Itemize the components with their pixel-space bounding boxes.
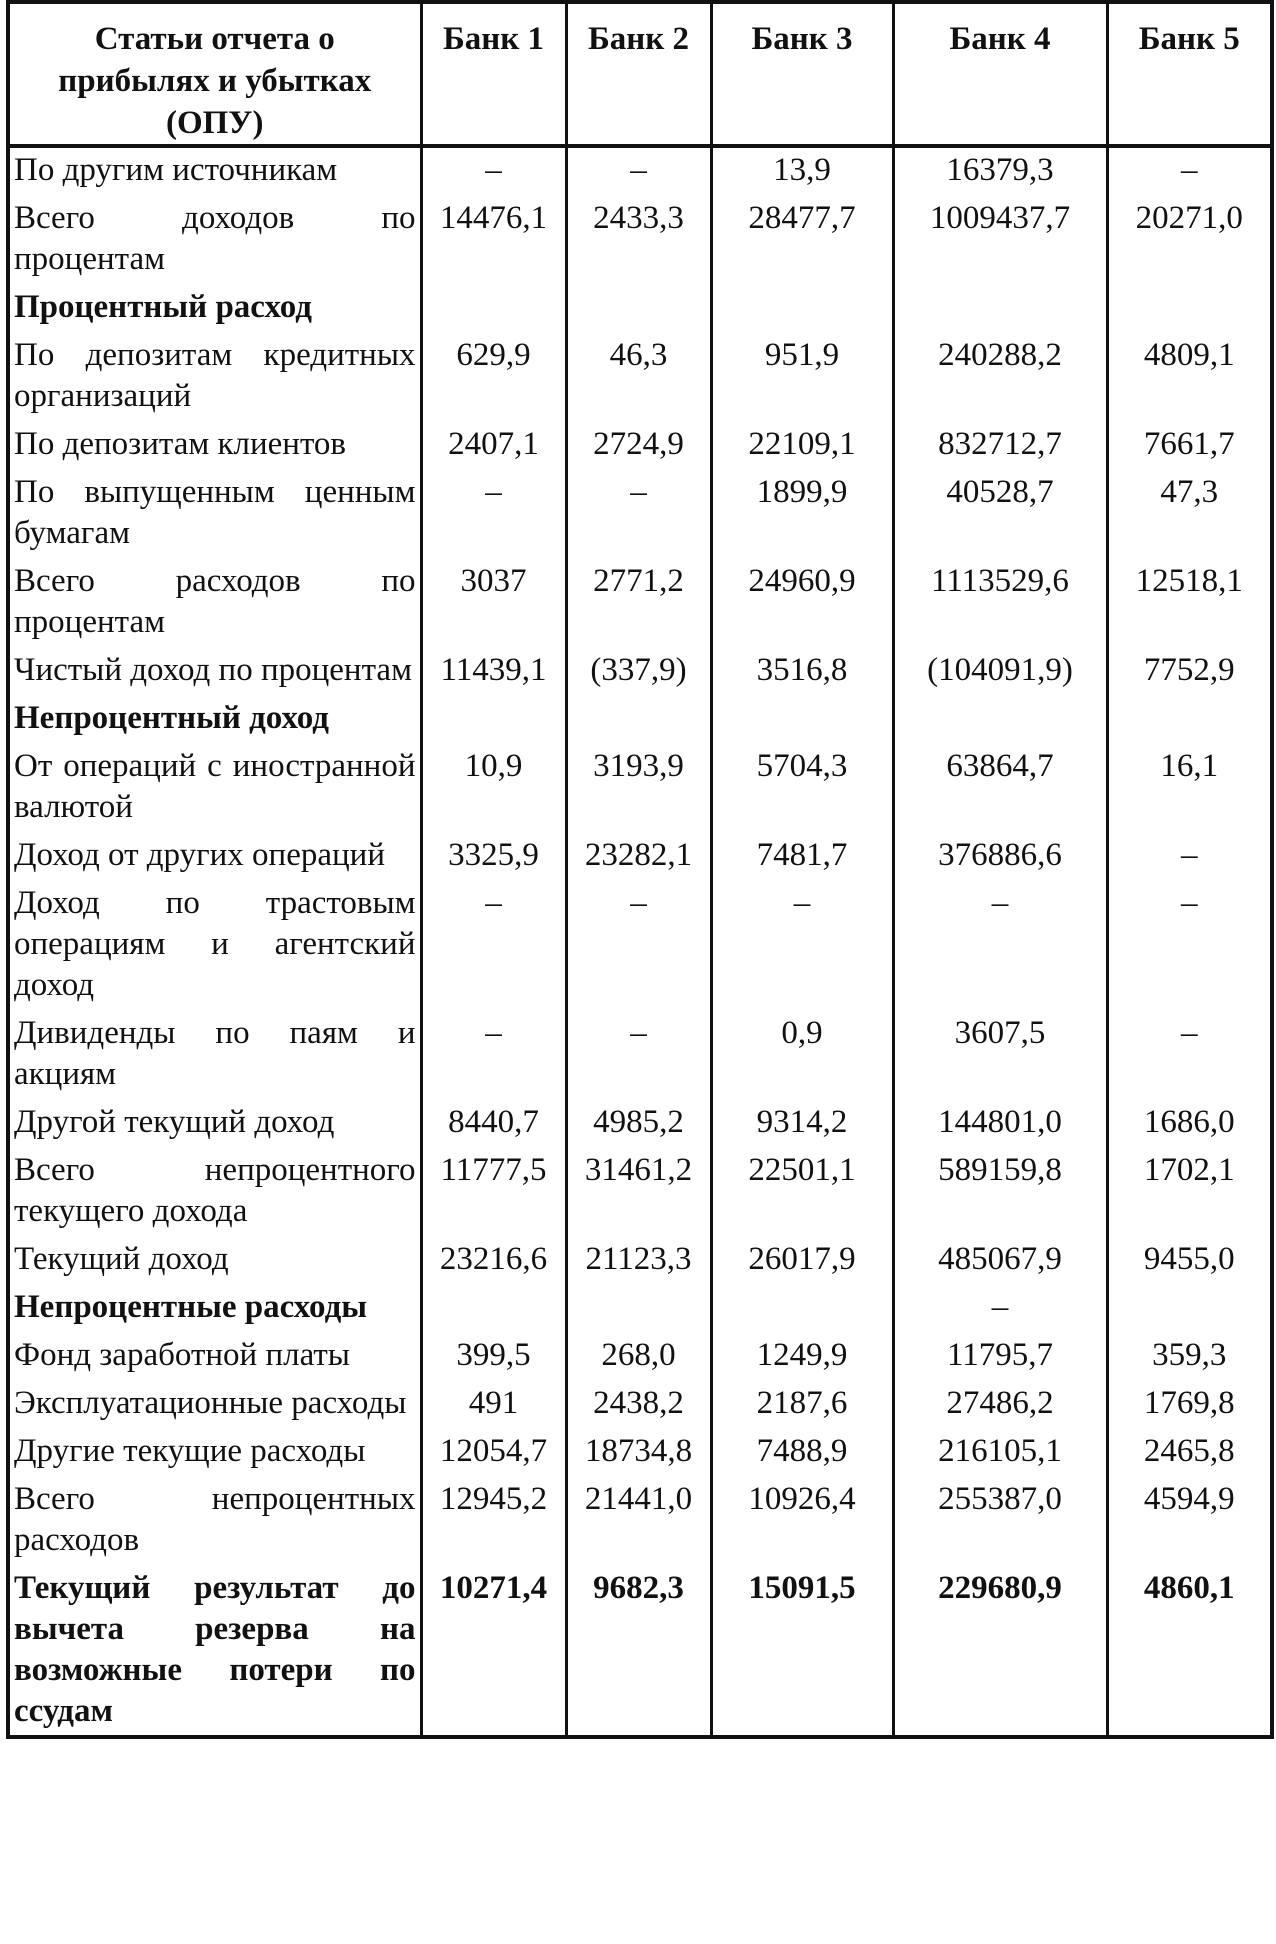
cell-bank-2: – [566,1009,711,1098]
cell-bank-5: 16,1 [1107,742,1272,831]
row-label: От операций с иностранной валютой [8,742,421,831]
cell-bank-5 [1107,694,1272,742]
table-row [8,1475,1272,1564]
income-statement-table [6,0,1274,1739]
table-row [8,646,1272,694]
row-label: Фонд заработной платы [8,1331,421,1379]
cell-bank-3: 2187,6 [711,1379,893,1427]
row-label: Другие текущие расходы [8,1427,421,1475]
cell-bank-4: 63864,7 [893,742,1107,831]
cell-bank-4 [893,283,1107,331]
cell-bank-2: – [566,468,711,557]
cell-bank-4: 40528,7 [893,468,1107,557]
row-label: Эксплуатационные расходы [8,1379,421,1427]
cell-bank-2: 3193,9 [566,742,711,831]
cell-bank-3 [711,694,893,742]
cell-bank-1: – [421,1009,566,1098]
cell-bank-3: 13,9 [711,146,893,194]
cell-bank-3: 7488,9 [711,1427,893,1475]
cell-bank-5: 9455,0 [1107,1235,1272,1283]
cell-bank-5: – [1107,879,1272,1009]
row-label: Всего расходов по процентам [8,557,421,646]
cell-bank-3: 5704,3 [711,742,893,831]
row-label: По депозитам клиентов [8,420,421,468]
cell-bank-1: 12054,7 [421,1427,566,1475]
cell-bank-5: 7752,9 [1107,646,1272,694]
cell-bank-2 [566,283,711,331]
cell-bank-3: – [711,879,893,1009]
cell-bank-1: 14476,1 [421,194,566,283]
table-row [8,1564,1272,1737]
table-row [8,742,1272,831]
cell-bank-2: 4985,2 [566,1098,711,1146]
row-label: Доход по трастовым операциям и агентский доход [8,879,421,1009]
table-header [8,2,1272,146]
cell-bank-2: 23282,1 [566,831,711,879]
cell-bank-2: 31461,2 [566,1146,711,1235]
cell-bank-4: 1009437,7 [893,194,1107,283]
cell-bank-5: 47,3 [1107,468,1272,557]
cell-bank-3: 22109,1 [711,420,893,468]
cell-bank-1: 10271,4 [421,1564,566,1737]
cell-bank-5: – [1107,1009,1272,1098]
table-row [8,831,1272,879]
cell-bank-4: 376886,6 [893,831,1107,879]
cell-bank-5: 20271,0 [1107,194,1272,283]
row-label: По депозитам кредитных организаций [8,331,421,420]
cell-bank-1 [421,694,566,742]
header-bank-2: Банк 2 [566,2,711,146]
cell-bank-1: 11439,1 [421,646,566,694]
cell-bank-3: 28477,7 [711,194,893,283]
cell-bank-4: 255387,0 [893,1475,1107,1564]
table-row [8,879,1272,1009]
row-label: Непроцентные расходы [8,1283,421,1331]
cell-bank-2: – [566,146,711,194]
table-row [8,1146,1272,1235]
cell-bank-1: 629,9 [421,331,566,420]
cell-bank-1: 11777,5 [421,1146,566,1235]
row-label: Процентный расход [8,283,421,331]
cell-bank-3: 0,9 [711,1009,893,1098]
cell-bank-2: (337,9) [566,646,711,694]
row-label: Дивиденды по паям и акциям [8,1009,421,1098]
cell-bank-3: 15091,5 [711,1564,893,1737]
table-row [8,146,1272,194]
table-row [8,557,1272,646]
cell-bank-2: 18734,8 [566,1427,711,1475]
cell-bank-1: 399,5 [421,1331,566,1379]
cell-bank-5: 1702,1 [1107,1146,1272,1235]
cell-bank-3: 3516,8 [711,646,893,694]
table-row [8,1235,1272,1283]
cell-bank-4: 16379,3 [893,146,1107,194]
row-label: По выпущенным ценным бумагам [8,468,421,557]
table-row [8,283,1272,331]
cell-bank-5: 4860,1 [1107,1564,1272,1737]
table-row [8,1283,1272,1331]
header-bank-5: Банк 5 [1107,2,1272,146]
header-bank-3: Банк 3 [711,2,893,146]
table-row [8,1427,1272,1475]
cell-bank-4 [893,694,1107,742]
cell-bank-5 [1107,1283,1272,1331]
cell-bank-5: 4594,9 [1107,1475,1272,1564]
cell-bank-5: – [1107,831,1272,879]
cell-bank-1: 12945,2 [421,1475,566,1564]
cell-bank-1: – [421,146,566,194]
cell-bank-3: 24960,9 [711,557,893,646]
cell-bank-5: – [1107,146,1272,194]
cell-bank-2: – [566,879,711,1009]
cell-bank-5: 1686,0 [1107,1098,1272,1146]
cell-bank-4: 229680,9 [893,1564,1107,1737]
row-label: Всего непроцентного текущего дохода [8,1146,421,1235]
table-row [8,1098,1272,1146]
row-label: По другим источникам [8,146,421,194]
cell-bank-1: 3325,9 [421,831,566,879]
cell-bank-2 [566,694,711,742]
cell-bank-3 [711,1283,893,1331]
document-page [6,0,1270,1739]
row-label: Доход от других операций [8,831,421,879]
cell-bank-3: 1899,9 [711,468,893,557]
header-bank-4: Банк 4 [893,2,1107,146]
table-row [8,468,1272,557]
cell-bank-4: 832712,7 [893,420,1107,468]
cell-bank-1: 2407,1 [421,420,566,468]
table-row [8,694,1272,742]
cell-bank-4: 485067,9 [893,1235,1107,1283]
cell-bank-2: 21123,3 [566,1235,711,1283]
cell-bank-2: 2433,3 [566,194,711,283]
row-label: Чистый доход по процентам [8,646,421,694]
cell-bank-3: 951,9 [711,331,893,420]
cell-bank-4: 3607,5 [893,1009,1107,1098]
cell-bank-5: 2465,8 [1107,1427,1272,1475]
cell-bank-1 [421,283,566,331]
cell-bank-2: 2724,9 [566,420,711,468]
cell-bank-3: 1249,9 [711,1331,893,1379]
table-row [8,194,1272,283]
row-label: Текущий результат до вычета резерва на возможные потери по ссудам [8,1564,421,1737]
cell-bank-5: 12518,1 [1107,557,1272,646]
cell-bank-3: 22501,1 [711,1146,893,1235]
row-label: Всего доходов по процентам [8,194,421,283]
cell-bank-3: 10926,4 [711,1475,893,1564]
cell-bank-1: – [421,879,566,1009]
cell-bank-2: 21441,0 [566,1475,711,1564]
table-row [8,1009,1272,1098]
cell-bank-2 [566,1283,711,1331]
cell-bank-5: 359,3 [1107,1331,1272,1379]
cell-bank-2: 2438,2 [566,1379,711,1427]
cell-bank-1: 8440,7 [421,1098,566,1146]
header-items-label: Статьи отчета о прибылях и убытках (ОПУ) [8,2,421,146]
row-label: Всего непроцентных расходов [8,1475,421,1564]
cell-bank-4: 216105,1 [893,1427,1107,1475]
row-label: Непроцентный доход [8,694,421,742]
table-body [8,146,1272,1737]
cell-bank-3: 9314,2 [711,1098,893,1146]
cell-bank-4: 144801,0 [893,1098,1107,1146]
cell-bank-3 [711,283,893,331]
table-row [8,1379,1272,1427]
cell-bank-3: 26017,9 [711,1235,893,1283]
cell-bank-4: 1113529,6 [893,557,1107,646]
cell-bank-1: 10,9 [421,742,566,831]
table-row [8,1331,1272,1379]
table-row [8,420,1272,468]
cell-bank-5: 7661,7 [1107,420,1272,468]
cell-bank-4: (104091,9) [893,646,1107,694]
cell-bank-1 [421,1283,566,1331]
cell-bank-2: 2771,2 [566,557,711,646]
cell-bank-5: 1769,8 [1107,1379,1272,1427]
header-row [8,2,1272,146]
cell-bank-1: – [421,468,566,557]
cell-bank-4: 11795,7 [893,1331,1107,1379]
header-bank-1: Банк 1 [421,2,566,146]
table-row [8,331,1272,420]
cell-bank-2: 46,3 [566,331,711,420]
cell-bank-4: 589159,8 [893,1146,1107,1235]
cell-bank-4: – [893,1283,1107,1331]
cell-bank-2: 9682,3 [566,1564,711,1737]
cell-bank-3: 7481,7 [711,831,893,879]
cell-bank-4: 27486,2 [893,1379,1107,1427]
cell-bank-1: 491 [421,1379,566,1427]
cell-bank-1: 3037 [421,557,566,646]
cell-bank-1: 23216,6 [421,1235,566,1283]
cell-bank-5: 4809,1 [1107,331,1272,420]
row-label: Другой текущий доход [8,1098,421,1146]
cell-bank-5 [1107,283,1272,331]
cell-bank-4: 240288,2 [893,331,1107,420]
cell-bank-4: – [893,879,1107,1009]
cell-bank-2: 268,0 [566,1331,711,1379]
row-label: Текущий доход [8,1235,421,1283]
